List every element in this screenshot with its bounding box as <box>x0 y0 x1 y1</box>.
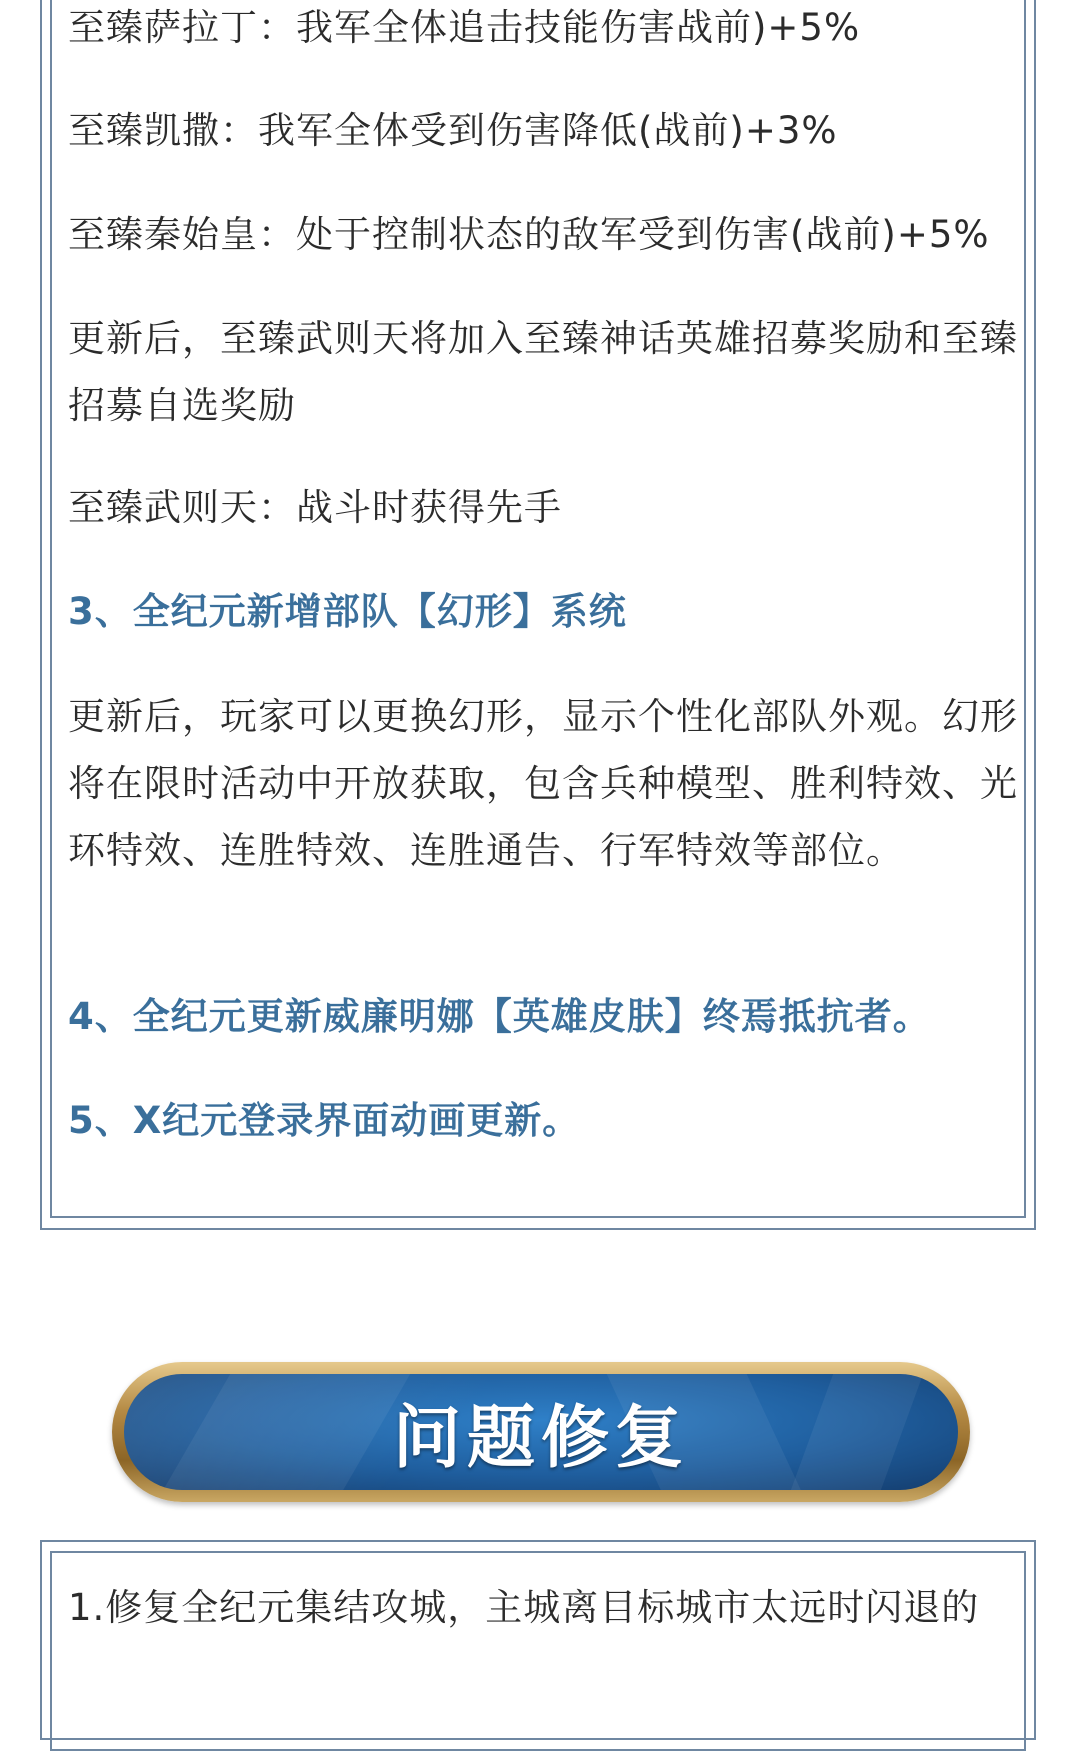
banner-inner-panel <box>124 1374 958 1490</box>
fix-line-1: 1.修复全纪元集结攻城，主城离目标城市太远时闪退的 <box>68 1586 980 1629</box>
bug-fix-banner <box>112 1362 970 1502</box>
heading-item-5: 5、X纪元登录界面动画更新。 <box>68 1099 581 1142</box>
heading-item-4: 4、全纪元更新威廉明娜【英雄皮肤】终焉抵抗者。 <box>68 995 931 1038</box>
note-line-wuzetian: 至臻武则天：战斗时获得先手 <box>68 486 562 529</box>
note-line-qinshihuang: 至臻秦始皇：处于控制状态的敌军受到伤害(战前)+5% <box>68 213 990 256</box>
note-line-saladin: 至臻萨拉丁：我军全体追击技能伤害战前)+5% <box>68 6 861 49</box>
heading-item-3: 3、全纪元新增部队【幻形】系统 <box>68 590 627 633</box>
note-para-wuzetian-recruit: 更新后，至臻武则天将加入至臻神话英雄招募奖励和至臻招募自选奖励 <box>68 317 1018 427</box>
note-para-illusion-system: 更新后，玩家可以更换幻形，显示个性化部队外观。幻形将在限时活动中开放获取，包含兵种模型、胜利特效、光环特效、连胜特效、连胜通告、行军特效等部位。 <box>68 695 1018 872</box>
banner-title: 问题修复 <box>392 1398 689 1478</box>
note-line-caesar: 至臻凯撒：我军全体受到伤害降低(战前)+3% <box>68 109 838 152</box>
